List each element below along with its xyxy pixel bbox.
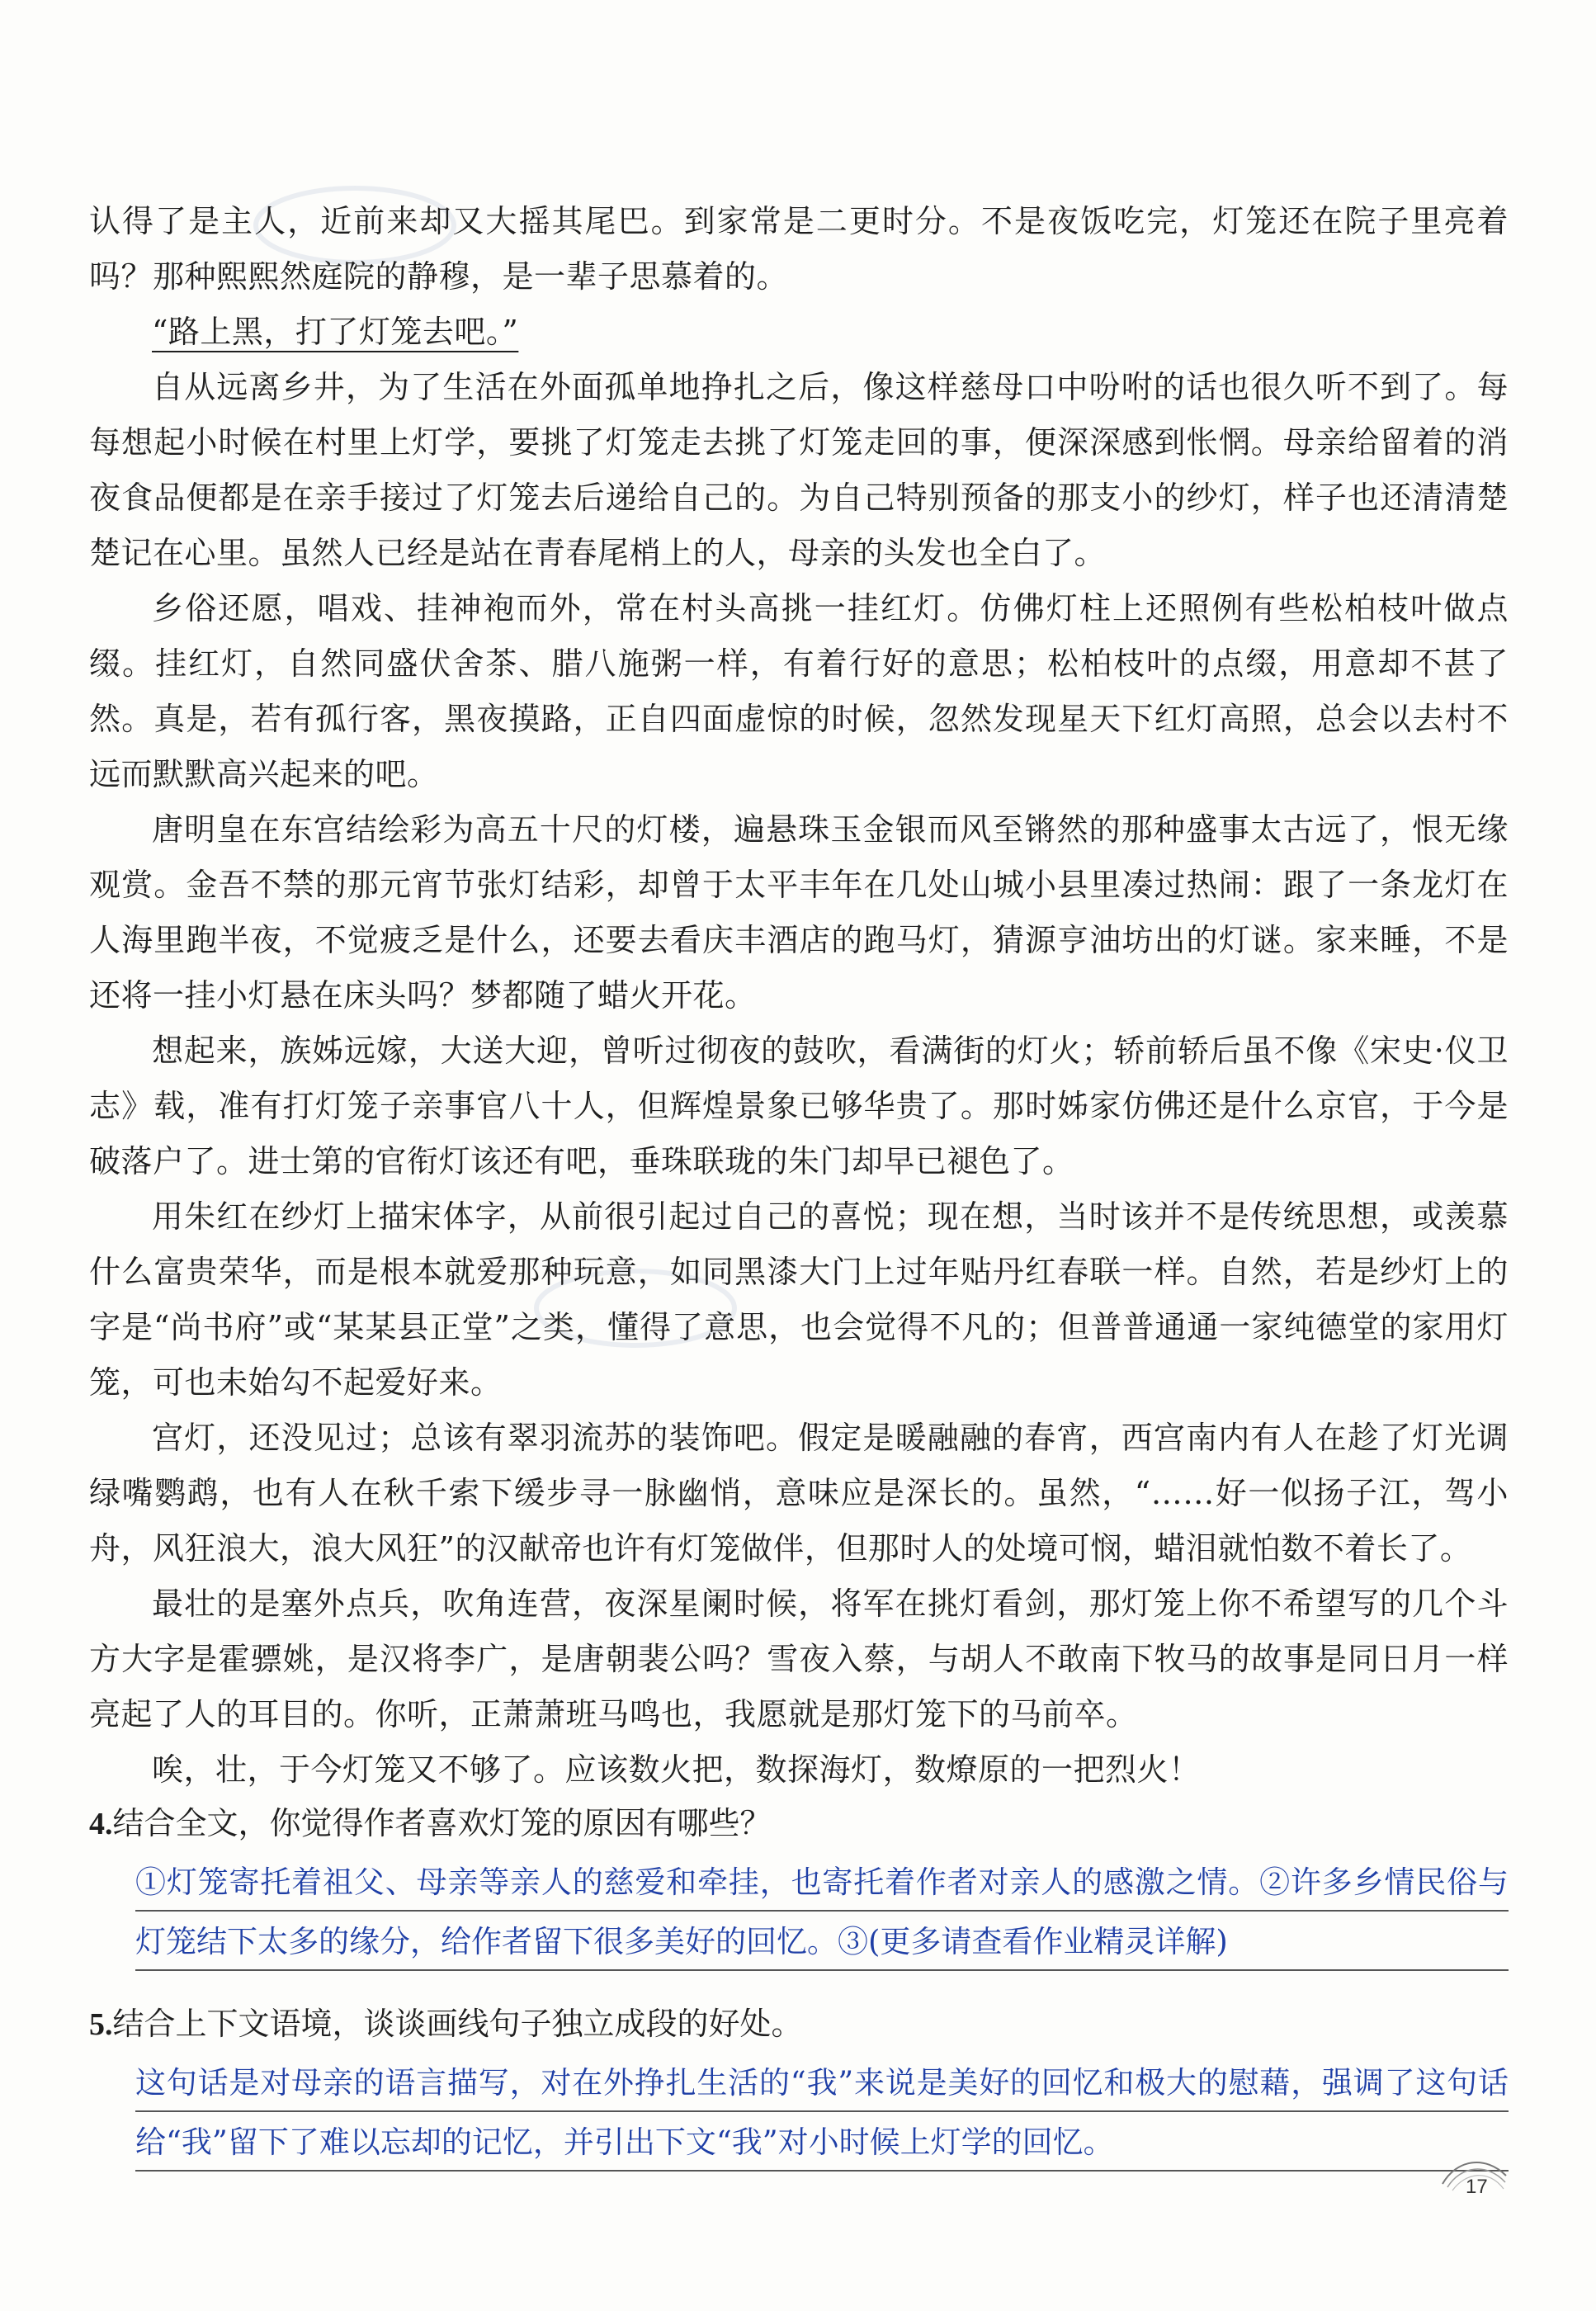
answer-text: 这句话是对母亲的语言描写，对在外挣扎生活的“我”来说是美好的回忆和极大的慰藉，强调了这句话给“我”留下了难以忘却的记忆，并引出下文“我”对小时候上灯学的回忆。 — [135, 2053, 1509, 2172]
question-number: 5. — [89, 2007, 113, 2042]
paragraph: 乡俗还愿，唱戏、挂神袍而外，常在村头高挑一挂红灯。仿佛灯柱上还照例有些松柏枝叶做点缀。挂红灯，自然同盛伏舍茶、腊八施粥一样，有着行好的意思；松柏枝叶的点缀，用意却不甚了然。真是，若有孤行客，黑夜摸路，正自四面虚惊的时候，忽然发现星天下红灯高照，总会以去村不远而默默高兴起来的吧。 — [89, 590, 1509, 792]
paragraph: 认得了是主人，近前来却又大摇其尾巴。到家常是二更时分。不是夜饭吃完，灯笼还在院子里亮着吗？那种熙熙然庭院的静穆，是一辈子思慕着的。 — [89, 203, 1509, 295]
paragraph: 用朱红在纱灯上描宋体字，从前很引起过自己的喜悦；现在想，当时该并不是传统思想，或羡慕什么富贵荣华，而是根本就爱那种玩意，如同黑漆大门上过年贴丹红春联一样。自然，若是纱灯上的字是“尚书府”或“某某县正堂”之类，懂得了意思，也会觉得不凡的；但普普通通一家纯德堂的家用灯笼，可也未始勾不起爱好来。 — [89, 1198, 1509, 1401]
questions-section — [89, 1799, 1509, 2172]
question-number: 4. — [89, 1807, 113, 1841]
question-prompt — [89, 2000, 1509, 2049]
paragraph: 唉，壮，于今灯笼又不够了。应该数火把，数探海灯，数燎原的一把烈火！ — [152, 1751, 1201, 1788]
paragraph: 自从远离乡井，为了生活在外面孤单地挣扎之后，像这样慈母口中吩咐的话也很久听不到了。每每想起小时候在村里上灯学，要挑了灯笼走去挑了灯笼走回的事，便深深感到怅惘。母亲给留着的消夜食品便都是在亲手接过了灯笼去后递给自己的。为自己特别预备的那支小的纱灯，样子也还清清楚楚记在心里。虽然人已经是站在青春尾梢上的人，母亲的头发也全白了。 — [89, 369, 1509, 571]
underlined-sentence: “路上黑，打了灯笼去吧。” — [152, 314, 519, 350]
paragraph: 想起来，族姊远嫁，大送大迎，曾听过彻夜的鼓吹，看满街的灯火；轿前轿后虽不像《宋史·仪卫志》载，准有打灯笼子亲事官八十人，但辉煌景象已够华贵了。那时姊家仿佛还是什么京官，于今是破落户了。进士第的官衔灯该还有吧，垂珠联珑的朱门却早已褪色了。 — [89, 1033, 1509, 1179]
question-5 — [89, 2000, 1509, 2172]
paragraph: 宫灯，还没见过；总该有翠羽流苏的装饰吧。假定是暖融融的春宵，西宫南内有人在趁了灯光调绿嘴鹦鹉，也有人在秋千索下缓步寻一脉幽悄，意味应是深长的。虽然，“……好一似扬子江，驾小舟，风狂浪大，浪大风狂”的汉献帝也许有灯笼做伴，但那时人的处境可悯，蜡泪就怕数不着长了。 — [89, 1420, 1509, 1567]
question-prompt — [89, 1799, 1509, 1848]
page-number: 17 — [1466, 2176, 1488, 2198]
question-text: 结合全文，你觉得作者喜欢灯笼的原因有哪些？ — [112, 1805, 772, 1841]
question-text: 结合上下文语境，谈谈画线句子独立成段的好处。 — [112, 2006, 803, 2042]
question-4 — [89, 1799, 1509, 1972]
paragraph: 唐明皇在东宫结绘彩为高五十尺的灯楼，遍悬珠玉金银而风至锵然的那种盛事太古远了，恨无缘观赏。金吾不禁的那元宵节张灯结彩，却曾于太平丰年在几处山城小县里凑过热闹：跟了一条龙灯在人海里跑半夜，不觉疲乏是什么，还要去看庆丰酒店的跑马灯，猜源亨油坊出的灯谜。家来睡，不是还将一挂小灯悬在床头吗？梦都随了蜡火开花。 — [89, 811, 1509, 1014]
answer-text: ①灯笼寄托着祖父、母亲等亲人的慈爱和牵挂，也寄托着作者对亲人的感激之情。②许多乡情民俗与灯笼结下太多的缘分，给作者留下很多美好的回忆。③(更多请查看作业精灵详解) — [135, 1853, 1509, 1972]
underlined-paragraph — [89, 305, 1509, 360]
passage — [89, 194, 1509, 1798]
paragraph: 最壮的是塞外点兵，吹角连营，夜深星阑时候，将军在挑灯看剑，那灯笼上你不希望写的几个斗方大字是霍骠姚，是汉将李广，是唐朝裴公吗？雪夜入蔡，与胡人不敢南下牧马的故事是同日月一样亮起了人的耳目的。你听，正萧萧班马鸣也，我愿就是那灯笼下的马前卒。 — [89, 1586, 1509, 1732]
